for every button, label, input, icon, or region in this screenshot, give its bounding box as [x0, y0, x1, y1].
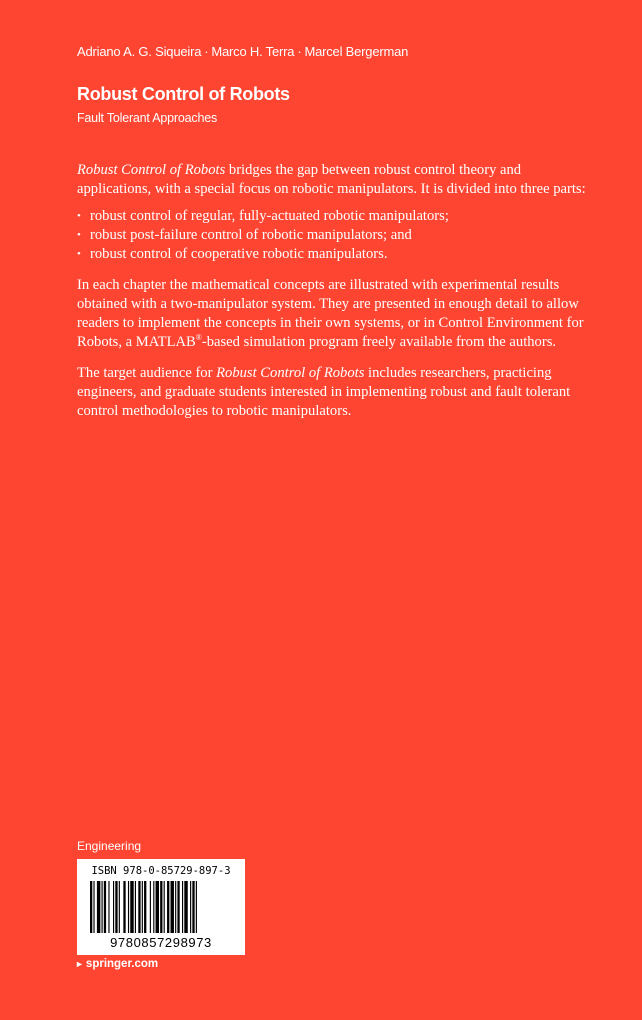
- list-item: [77, 207, 591, 226]
- intro-title-italic: Robust Control of Robots: [77, 162, 226, 178]
- intro-paragraph: [77, 161, 591, 199]
- audience-text-end: includes researchers, practicing engineers, and graduate students interested in implementing robust and fault tolerant control methodologies to robotic manipulators.: [77, 365, 571, 419]
- list-item-text: robust control of regular, fully-actuated robotic manipulators;: [90, 208, 449, 224]
- parts-list: [77, 207, 591, 264]
- book-subtitle: Fault Tolerant Approaches: [77, 111, 218, 125]
- bullet-icon: •: [77, 210, 81, 222]
- arrow-right-icon: ►: [75, 959, 84, 969]
- bullet-icon: •: [77, 229, 81, 241]
- chapters-text-end: -based simulation program freely available from the authors.: [201, 334, 557, 350]
- chapters-text: In each chapter the mathematical concepts are illustrated with experimental results obtained with a two-manipulator system. They are presented in enough detail to allow readers to implement the concepts in their own systems, or in Control Environment for Robots, a MATLAB: [77, 277, 584, 350]
- bullet-icon: •: [77, 248, 81, 260]
- audience-text: The target audience for: [77, 365, 217, 381]
- intro-text: bridges the gap between robust control theory and applications, with a special focus on robotic manipulators. It is divided into three parts:: [77, 162, 586, 197]
- audience-paragraph: [77, 364, 591, 421]
- subject-category: Engineering: [77, 839, 142, 853]
- website-url: springer.com: [85, 958, 159, 970]
- list-item-text: robust control of cooperative robotic manipulators.: [90, 246, 388, 262]
- barcode-icon: [90, 881, 232, 933]
- description: [77, 161, 591, 421]
- author-name: Adriano A. G. Siqueira: [77, 44, 202, 59]
- publisher-website[interactable]: [75, 958, 158, 970]
- list-item-text: robust post-failure control of robotic manipulators; and: [90, 227, 412, 243]
- author-name: Marco H. Terra: [211, 44, 295, 59]
- chapters-paragraph: [77, 276, 591, 352]
- registered-mark: ®: [195, 333, 202, 343]
- list-item: [77, 226, 591, 245]
- isbn-label: ISBN 978-0-85729-897-3: [91, 865, 231, 877]
- author-list: [77, 44, 408, 59]
- audience-title-italic: Robust Control of Robots: [216, 365, 365, 381]
- author-separator: ·: [204, 44, 209, 59]
- barcode-digits: 9780857298973: [110, 935, 212, 950]
- book-title: Robust Control of Robots: [77, 84, 290, 104]
- author-separator: ·: [297, 44, 302, 59]
- author-name: Marcel Bergerman: [304, 44, 409, 59]
- list-item: [77, 245, 591, 264]
- isbn-barcode: [77, 859, 245, 955]
